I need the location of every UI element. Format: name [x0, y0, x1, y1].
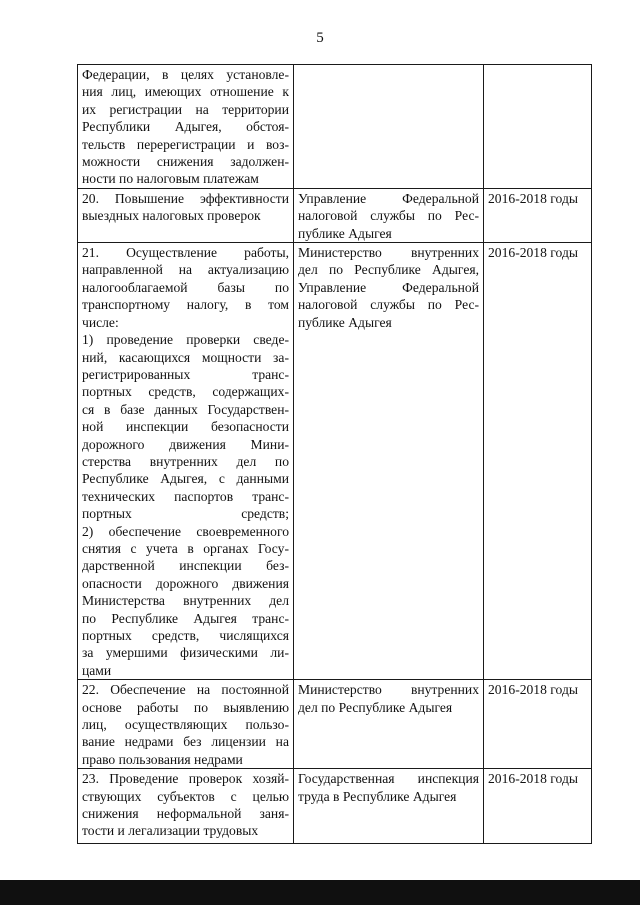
activity-line: опасности дорожного движения [82, 575, 289, 591]
activity-line: ности по налоговым платежам [82, 171, 259, 187]
activity-line: тельств перерегистрации и воз- [82, 136, 289, 152]
activity-line: транспортному налогу, в том [82, 297, 289, 313]
activity-line: ной инспекции безопасности [82, 419, 289, 435]
executor-line: Министерство внутренних [298, 245, 479, 261]
executor-line: Министерство внутренних [298, 682, 479, 698]
activity-line: Федерации, в целях установле- [82, 67, 289, 82]
table-row [78, 188, 592, 242]
activity-line: за умершими физическими ли- [82, 645, 289, 661]
period-cell [484, 188, 592, 242]
activity-line: по Республике Адыгея транс- [82, 610, 289, 626]
executor-line: дел по Республике Адыгея, [298, 262, 479, 278]
activity-line: право пользования недрами [82, 751, 243, 767]
activity-line: тости и легализации трудовых [82, 823, 259, 839]
activity-line: числе: [82, 314, 119, 330]
activity-cell [78, 680, 294, 769]
period-cell [484, 680, 592, 769]
activity-line: Министерства внутренних дел [82, 593, 289, 609]
period-text: 2016-2018 годы [488, 190, 578, 206]
executor-line: труда в Республике Адыгея [298, 788, 457, 804]
period-text: 2016-2018 годы [488, 245, 578, 261]
period-text: 2016-2018 годы [488, 771, 578, 787]
scan-edge-band [0, 880, 640, 905]
executor-cell [294, 188, 484, 242]
activity-line: 2) обеспечение своевременного [82, 523, 289, 539]
executor-line: публике Адыгея [298, 314, 392, 330]
activity-line: регистрированных транс- [82, 366, 289, 382]
executor-cell [294, 769, 484, 844]
executor-line: налоговой службы по Рес- [298, 208, 479, 224]
period-text: 2016-2018 годы [488, 682, 578, 698]
activity-line: Республике Адыгея, с данными [82, 471, 289, 487]
activity-line: лиц, осуществляющих пользо- [82, 717, 289, 733]
activity-line: направленной на актуализацию [82, 262, 289, 278]
table-row [78, 243, 592, 680]
activity-cell [78, 243, 294, 680]
activity-line: ний, касающихся мощности за- [82, 349, 289, 365]
page-number: 5 [316, 30, 324, 46]
activity-line: 23. Проведение проверок хозяй- [82, 771, 289, 787]
table-row [78, 769, 592, 844]
activity-line: 21. Осуществление работы, [82, 245, 289, 261]
executor-line: публике Адыгея [298, 225, 392, 241]
activity-cell [78, 188, 294, 242]
table-row [78, 680, 592, 769]
activity-line: портных средств; [82, 506, 289, 522]
executor-line: дел по Республике Адыгея [298, 699, 453, 715]
activity-line: дорожного движения Мини- [82, 436, 289, 452]
activity-cell [78, 65, 294, 189]
activity-line: ся в базе данных Государствен- [82, 401, 289, 417]
activity-line: технических паспортов транс- [82, 488, 289, 504]
activity-line: их регистрации на территории [82, 101, 289, 117]
period-cell [484, 769, 592, 844]
table-row [78, 65, 592, 189]
activity-line: стерства внутренних дел по [82, 453, 289, 469]
executor-line: Государственная инспекция [298, 771, 479, 787]
period-cell [484, 65, 592, 189]
activity-line: налогооблагаемой базы по [82, 279, 289, 295]
activity-cell [78, 769, 294, 844]
executor-line: Управление Федеральной [298, 190, 479, 206]
activity-line: можности снижения задолжен- [82, 154, 289, 170]
activity-line: выездных налоговых проверок [82, 208, 261, 224]
measures-table-body [78, 65, 592, 844]
activity-line: ния лиц, имеющих отношение к [82, 84, 289, 100]
executor-line: Управление Федеральной [298, 279, 479, 295]
activity-line: снижения неформальной заня- [82, 806, 289, 822]
executor-cell [294, 65, 484, 189]
executor-cell [294, 243, 484, 680]
activity-line: 20. Повышение эффективности [82, 190, 289, 206]
activity-line: цами [82, 662, 112, 678]
executor-line: налоговой службы по Рес- [298, 297, 479, 313]
activity-line: снятия с учета в органах Госу- [82, 540, 289, 556]
activity-line: ствующих субъектов с целью [82, 788, 289, 804]
activity-line: 1) проведение проверки сведе- [82, 332, 289, 348]
activity-line: Республики Адыгея, обстоя- [82, 119, 289, 135]
period-cell [484, 243, 592, 680]
activity-line: 22. Обеспечение на постоянной [82, 682, 289, 698]
activity-line: дарственной инспекции без- [82, 558, 289, 574]
activity-line: портных средств, содержащих- [82, 384, 289, 400]
executor-cell [294, 680, 484, 769]
activity-line: вание недрами без лицензии на [82, 734, 289, 750]
activity-line: основе работы по выявлению [82, 699, 289, 715]
measures-table [77, 64, 592, 844]
activity-line: портных средств, числящихся [82, 628, 289, 643]
